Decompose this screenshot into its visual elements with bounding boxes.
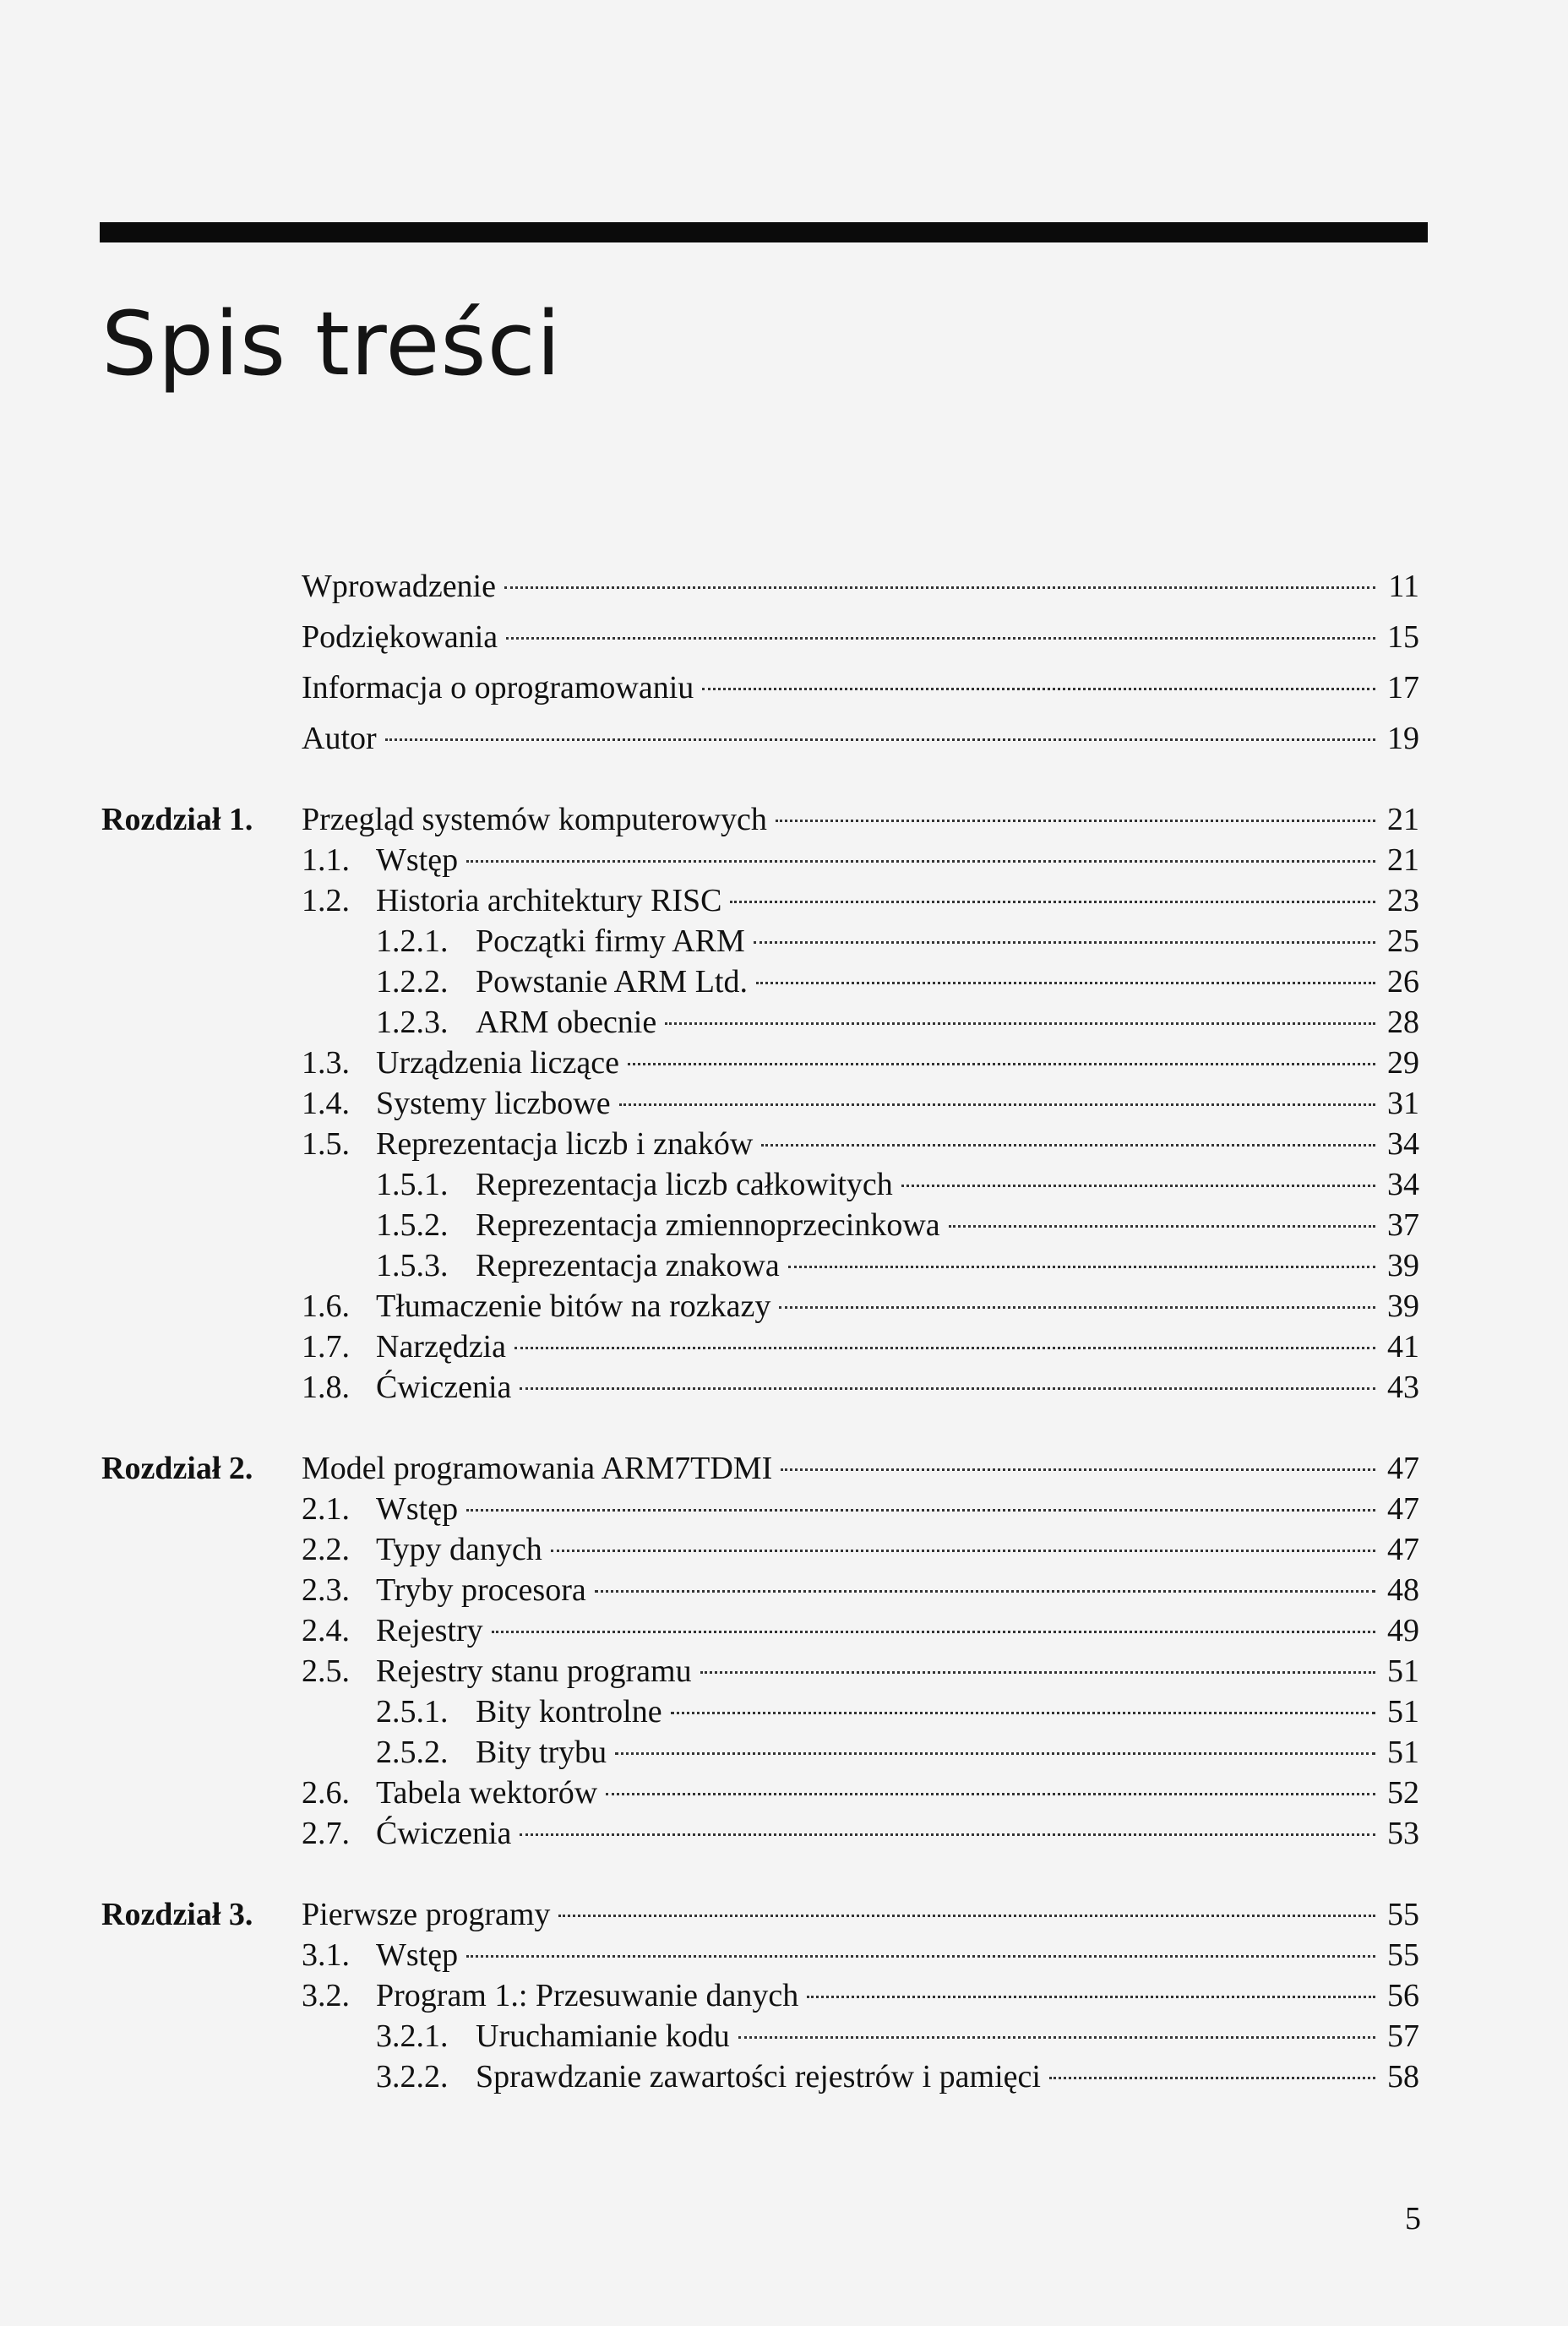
toc-row xyxy=(0,1205,1568,1245)
dot-leader xyxy=(738,2036,1375,2039)
section-number: 3.2.2. xyxy=(376,2059,449,2094)
toc-row xyxy=(0,1529,1568,1570)
section-number: 1.7. xyxy=(302,1329,350,1365)
section-number: 1.3. xyxy=(302,1045,350,1081)
entry-title: Podziękowania xyxy=(302,619,498,655)
dot-leader xyxy=(466,1509,1375,1512)
entry-title: Historia architektury RISC xyxy=(376,883,722,918)
dot-leader xyxy=(595,1590,1375,1593)
section-number: 1.6. xyxy=(302,1288,350,1324)
section-number: 2.5.1. xyxy=(376,1694,449,1730)
dot-leader xyxy=(628,1063,1375,1065)
entry-page-number: 52 xyxy=(1387,1775,1419,1811)
toc-entry[interactable] xyxy=(302,1124,1419,1164)
entry-page-number: 41 xyxy=(1387,1329,1419,1365)
dot-leader xyxy=(466,860,1375,863)
toc-row xyxy=(0,1489,1568,1529)
entry-page-number: 29 xyxy=(1387,1045,1419,1081)
entry-page-number: 28 xyxy=(1387,1005,1419,1040)
entry-page-number: 34 xyxy=(1387,1126,1419,1162)
entry-title: Początki firmy ARM xyxy=(476,923,745,959)
entry-page-number: 39 xyxy=(1387,1288,1419,1324)
entry-page-number: 26 xyxy=(1387,964,1419,1000)
section-number: 1.5.1. xyxy=(376,1167,449,1202)
toc-entry[interactable] xyxy=(376,921,1419,961)
section-number: 2.1. xyxy=(302,1491,350,1527)
toc-entry[interactable] xyxy=(302,617,1419,657)
entry-page-number: 21 xyxy=(1387,802,1419,837)
entry-title: Narzędzia xyxy=(376,1329,506,1365)
entry-title: Wstęp xyxy=(376,1491,459,1527)
entry-title: Bity kontrolne xyxy=(476,1694,662,1730)
toc-row xyxy=(0,1610,1568,1651)
entry-title: Informacja o oprogramowaniu xyxy=(302,670,694,705)
toc-row xyxy=(0,1326,1568,1367)
toc-entry[interactable] xyxy=(376,1691,1419,1732)
toc-entry[interactable] xyxy=(302,1935,1419,1975)
dot-leader xyxy=(781,1468,1375,1471)
dot-leader xyxy=(754,941,1375,944)
toc-entry[interactable] xyxy=(302,1367,1419,1408)
section-number: 1.5.3. xyxy=(376,1248,449,1283)
toc-entry[interactable] xyxy=(302,718,1419,759)
dot-leader xyxy=(700,1671,1375,1674)
entry-page-number: 43 xyxy=(1387,1370,1419,1405)
entry-title: ARM obecnie xyxy=(476,1005,657,1040)
toc-entry[interactable] xyxy=(302,1489,1419,1529)
toc-row xyxy=(0,1773,1568,1813)
entry-page-number: 55 xyxy=(1387,1897,1419,1932)
toc-row xyxy=(0,799,1568,840)
toc-row xyxy=(0,718,1568,759)
entry-title: Typy danych xyxy=(376,1532,542,1567)
entry-page-number: 21 xyxy=(1387,842,1419,878)
entry-page-number: 25 xyxy=(1387,923,1419,959)
toc-row xyxy=(0,1164,1568,1205)
toc-row xyxy=(0,1286,1568,1326)
entry-page-number: 23 xyxy=(1387,883,1419,918)
toc-row xyxy=(0,1043,1568,1083)
section-number: 3.2. xyxy=(302,1978,350,2013)
toc-row xyxy=(0,667,1568,708)
section-number: 1.2.2. xyxy=(376,964,449,1000)
dot-leader xyxy=(671,1712,1375,1714)
toc-entry[interactable] xyxy=(302,1610,1419,1651)
toc-row xyxy=(0,1732,1568,1773)
dot-leader xyxy=(506,637,1375,640)
toc-entry[interactable] xyxy=(302,1570,1419,1610)
entry-page-number: 11 xyxy=(1388,569,1419,604)
toc-row xyxy=(0,1651,1568,1691)
toc-entry[interactable] xyxy=(376,2016,1419,2056)
section-number: 1.1. xyxy=(302,842,350,878)
entry-title: Urządzenia liczące xyxy=(376,1045,619,1081)
dot-leader xyxy=(761,1144,1375,1147)
toc-entry[interactable] xyxy=(302,1286,1419,1326)
toc-row xyxy=(0,2056,1568,2097)
entry-page-number: 47 xyxy=(1387,1491,1419,1527)
entry-title: Reprezentacja liczb całkowitych xyxy=(476,1167,893,1202)
section-number: 1.2.3. xyxy=(376,1005,449,1040)
dot-leader xyxy=(520,1833,1375,1836)
toc-entry[interactable] xyxy=(302,1529,1419,1570)
entry-title: Systemy liczbowe xyxy=(376,1086,611,1121)
section-number: 1.5. xyxy=(302,1126,350,1162)
entry-title: Tabela wektorów xyxy=(376,1775,598,1811)
entry-title: Ćwiczenia xyxy=(376,1816,512,1851)
entry-title: Wprowadzenie xyxy=(302,569,496,604)
dot-leader xyxy=(520,1387,1375,1390)
toc-entry[interactable] xyxy=(302,566,1419,607)
page-title: Spis treści xyxy=(101,292,562,395)
chapter-label: Rozdział 1. xyxy=(101,802,253,837)
toc-row xyxy=(0,1935,1568,1975)
entry-title: Wstęp xyxy=(376,842,459,878)
toc-entry[interactable] xyxy=(376,1245,1419,1286)
entry-title: Powstanie ARM Ltd. xyxy=(476,964,748,1000)
entry-page-number: 47 xyxy=(1387,1451,1419,1486)
dot-leader xyxy=(619,1103,1375,1106)
entry-title: Model programowania ARM7TDMI xyxy=(302,1451,773,1486)
entry-page-number: 55 xyxy=(1387,1937,1419,1973)
dot-leader xyxy=(504,586,1375,589)
entry-page-number: 51 xyxy=(1387,1694,1419,1730)
entry-title: Rejestry stanu programu xyxy=(376,1653,692,1689)
toc-entry[interactable] xyxy=(376,1205,1419,1245)
toc-row xyxy=(0,566,1568,607)
toc-row xyxy=(0,1448,1568,1489)
section-number: 2.5.2. xyxy=(376,1735,449,1770)
dot-leader xyxy=(807,1996,1375,1998)
dot-leader xyxy=(776,820,1375,822)
toc-entry[interactable] xyxy=(302,1043,1419,1083)
section-number: 2.7. xyxy=(302,1816,350,1851)
section-number: 2.5. xyxy=(302,1653,350,1689)
entry-page-number: 58 xyxy=(1387,2059,1419,2094)
entry-page-number: 34 xyxy=(1387,1167,1419,1202)
entry-title: Sprawdzanie zawartości rejestrów i pamięci xyxy=(476,2059,1041,2094)
section-number: 1.4. xyxy=(302,1086,350,1121)
toc-row xyxy=(0,840,1568,880)
dot-leader xyxy=(756,982,1375,984)
toc-row xyxy=(0,1002,1568,1043)
toc-entry[interactable] xyxy=(302,1975,1419,2016)
page-number: 5 xyxy=(1405,2201,1421,2236)
toc-entry[interactable] xyxy=(302,1326,1419,1367)
entry-title: Autor xyxy=(302,721,377,756)
toc-entry[interactable] xyxy=(302,1773,1419,1813)
entry-title: Bity trybu xyxy=(476,1735,607,1770)
dot-leader xyxy=(551,1550,1375,1552)
entry-page-number: 37 xyxy=(1387,1207,1419,1243)
dot-leader xyxy=(606,1793,1375,1795)
dot-leader xyxy=(558,1915,1375,1917)
dot-leader xyxy=(1049,2077,1375,2079)
section-number: 2.6. xyxy=(302,1775,350,1811)
entry-title: Wstęp xyxy=(376,1937,459,1973)
entry-page-number: 47 xyxy=(1387,1532,1419,1567)
toc-entry[interactable] xyxy=(376,1002,1419,1043)
entry-page-number: 31 xyxy=(1387,1086,1419,1121)
entry-title: Program 1.: Przesuwanie danych xyxy=(376,1978,799,2013)
toc-entry[interactable] xyxy=(302,1651,1419,1691)
toc-entry[interactable] xyxy=(302,880,1419,921)
chapter-label: Rozdział 3. xyxy=(101,1897,253,1932)
toc-entry[interactable] xyxy=(302,1894,1419,1935)
toc-entry[interactable] xyxy=(302,840,1419,880)
toc-entry[interactable] xyxy=(376,1732,1419,1773)
toc-row xyxy=(0,880,1568,921)
toc-entry[interactable] xyxy=(376,961,1419,1002)
entry-title: Reprezentacja znakowa xyxy=(476,1248,780,1283)
entry-page-number: 17 xyxy=(1387,670,1419,705)
toc-entry[interactable] xyxy=(376,1164,1419,1205)
toc-row xyxy=(0,1813,1568,1854)
entry-title: Tryby procesora xyxy=(376,1572,586,1608)
entry-page-number: 57 xyxy=(1387,2018,1419,2054)
dot-leader xyxy=(514,1347,1375,1349)
entry-page-number: 56 xyxy=(1387,1978,1419,2013)
section-number: 3.2.1. xyxy=(376,2018,449,2054)
entry-title: Reprezentacja liczb i znaków xyxy=(376,1126,754,1162)
dot-leader xyxy=(901,1185,1375,1187)
entry-title: Pierwsze programy xyxy=(302,1897,551,1932)
chapter-label: Rozdział 2. xyxy=(101,1451,253,1486)
entry-page-number: 51 xyxy=(1387,1735,1419,1770)
entry-page-number: 19 xyxy=(1387,721,1419,756)
toc-row xyxy=(0,1894,1568,1935)
section-number: 2.2. xyxy=(302,1532,350,1567)
toc-entry[interactable] xyxy=(302,799,1419,840)
toc-entry[interactable] xyxy=(302,1083,1419,1124)
toc-row xyxy=(0,1570,1568,1610)
toc-entry[interactable] xyxy=(302,1448,1419,1489)
entry-title: Przegląd systemów komputerowych xyxy=(302,802,767,837)
entry-title: Tłumaczenie bitów na rozkazy xyxy=(376,1288,771,1324)
toc-row xyxy=(0,1245,1568,1286)
dot-leader xyxy=(949,1225,1375,1228)
section-number: 2.3. xyxy=(302,1572,350,1608)
dot-leader xyxy=(385,738,1375,741)
section-number: 1.8. xyxy=(302,1370,350,1405)
toc-row xyxy=(0,1691,1568,1732)
entry-title: Uruchamianie kodu xyxy=(476,2018,730,2054)
dot-leader xyxy=(779,1306,1375,1309)
toc-row xyxy=(0,1367,1568,1408)
entry-page-number: 39 xyxy=(1387,1248,1419,1283)
toc-entry[interactable] xyxy=(302,1813,1419,1854)
dot-leader xyxy=(665,1022,1375,1025)
dot-leader xyxy=(615,1752,1375,1755)
section-number: 1.2. xyxy=(302,883,350,918)
toc-row xyxy=(0,961,1568,1002)
section-number: 1.5.2. xyxy=(376,1207,449,1243)
dot-leader xyxy=(730,901,1375,903)
toc-row xyxy=(0,1083,1568,1124)
entry-title: Ćwiczenia xyxy=(376,1370,512,1405)
toc-row xyxy=(0,1124,1568,1164)
entry-title: Rejestry xyxy=(376,1613,483,1648)
dot-leader xyxy=(492,1631,1375,1633)
toc-entry[interactable] xyxy=(302,667,1419,708)
section-number: 2.4. xyxy=(302,1613,350,1648)
entry-page-number: 15 xyxy=(1387,619,1419,655)
section-number: 3.1. xyxy=(302,1937,350,1973)
entry-page-number: 51 xyxy=(1387,1653,1419,1689)
toc-row xyxy=(0,617,1568,657)
entry-page-number: 49 xyxy=(1387,1613,1419,1648)
toc-row xyxy=(0,2016,1568,2056)
toc-row xyxy=(0,921,1568,961)
section-number: 1.2.1. xyxy=(376,923,449,959)
dot-leader xyxy=(702,688,1375,690)
toc-entry[interactable] xyxy=(376,2056,1419,2097)
entry-page-number: 53 xyxy=(1387,1816,1419,1851)
entry-page-number: 48 xyxy=(1387,1572,1419,1608)
dot-leader xyxy=(788,1266,1375,1268)
toc-row xyxy=(0,1975,1568,2016)
dot-leader xyxy=(466,1955,1375,1958)
entry-title: Reprezentacja zmiennoprzecinkowa xyxy=(476,1207,940,1243)
